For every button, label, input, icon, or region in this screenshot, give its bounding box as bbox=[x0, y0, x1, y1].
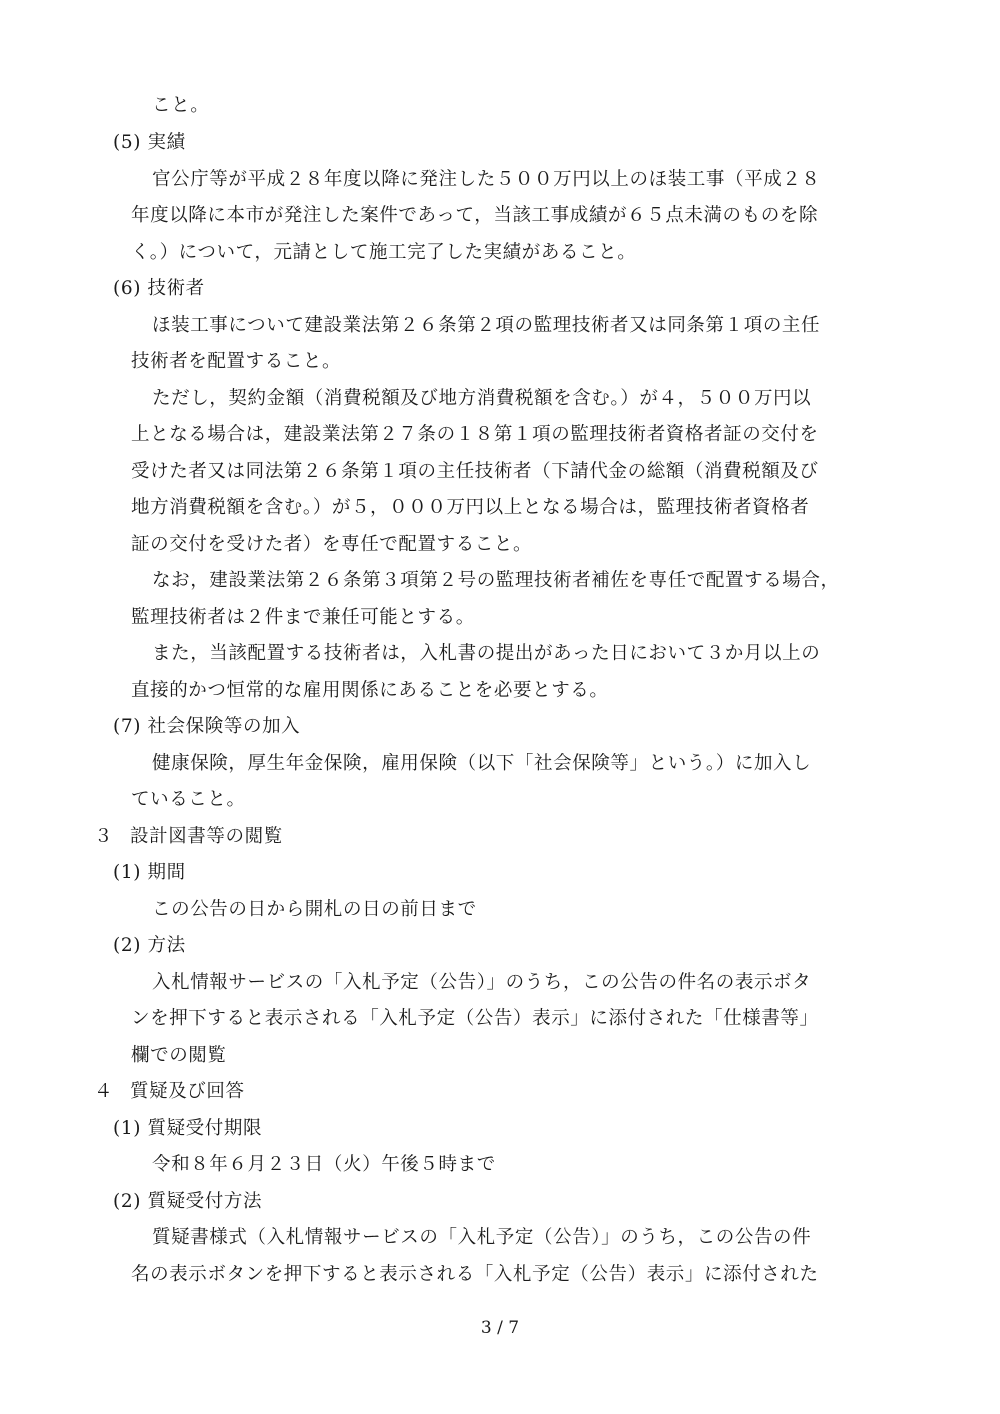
section-title: 質疑及び回答 bbox=[130, 1081, 245, 1102]
text-line: く。）について，元請として施工完了した実績があること。 bbox=[131, 242, 637, 263]
text-line: 監理技術者は２件まで兼任可能とする。 bbox=[131, 607, 475, 628]
text-line: この公告の日から開札の日の前日まで bbox=[152, 899, 477, 920]
text-line: ほ装工事について建設業法第２６条第２項の監理技術者又は同条第１項の主任 bbox=[152, 315, 821, 336]
text-line: ていること。 bbox=[131, 789, 246, 810]
subheading: (1) 質疑受付期限 bbox=[113, 1118, 263, 1139]
text-line: 名の表示ボタンを押下すると表示される「入札予定（公告）表示」に添付された bbox=[131, 1264, 819, 1285]
text-line: 欄での閲覧 bbox=[131, 1045, 227, 1066]
subheading: (1) 期間 bbox=[113, 862, 186, 883]
text-line: 年度以降に本市が発注した案件であって，当該工事成績が６５点未満のものを除 bbox=[131, 205, 819, 226]
text-line: 入札情報サービスの「入札予定（公告）」のうち，この公告の件名の表示ボタ bbox=[152, 972, 812, 993]
section-heading bbox=[94, 1081, 245, 1103]
text-line: 健康保険，厚生年金保険，雇用保険（以下「社会保険等」という。）に加入し bbox=[152, 753, 812, 774]
text-line: ただし，契約金額（消費税額及び地方消費税額を含む。）が４，５００万円以 bbox=[152, 388, 812, 409]
section-number: ３ bbox=[94, 826, 114, 847]
section-heading bbox=[94, 826, 283, 848]
subheading: (6) 技術者 bbox=[113, 278, 205, 299]
text-line: ンを押下すると表示される「入札予定（公告）表示」に添付された「仕様書等」 bbox=[131, 1008, 819, 1029]
text-line: 受けた者又は同法第２６条第１項の主任技術者（下請代金の総額（消費税額及び bbox=[131, 461, 819, 482]
text-line: なお，建設業法第２６条第３項第２号の監理技術者補佐を専任で配置する場合， bbox=[152, 570, 840, 591]
text-line: 証の交付を受けた者）を専任で配置すること。 bbox=[131, 534, 533, 555]
text-line: 直接的かつ恒常的な雇用関係にあることを必要とする。 bbox=[131, 680, 609, 701]
text-line: また，当該配置する技術者は，入札書の提出があった日において３か月以上の bbox=[152, 643, 821, 664]
section-number: ４ bbox=[94, 1081, 114, 1102]
text-line: 地方消費税額を含む。）が５，０００万円以上となる場合は，監理技術者資格者 bbox=[131, 497, 810, 518]
section-title: 設計図書等の閲覧 bbox=[130, 826, 283, 847]
subheading: (2) 質疑受付方法 bbox=[113, 1191, 263, 1212]
text-line: 官公庁等が平成２８年度以降に発注した５００万円以上のほ装工事（平成２８ bbox=[152, 169, 821, 190]
text-line: 上となる場合は，建設業法第２７条の１８第１項の監理技術者資格者証の交付を bbox=[131, 424, 819, 445]
page-number: 3 / 7 bbox=[480, 1318, 520, 1338]
subheading: (2) 方法 bbox=[113, 935, 186, 956]
subheading: (5) 実績 bbox=[113, 132, 186, 153]
subheading: (7) 社会保険等の加入 bbox=[113, 716, 301, 737]
text-line: 技術者を配置すること。 bbox=[131, 351, 342, 372]
text-line: 令和８年６月２３日（火）午後５時まで bbox=[152, 1154, 496, 1175]
text-line: こと。 bbox=[152, 95, 210, 116]
text-line: 質疑書様式（入札情報サービスの「入札予定（公告）」のうち，この公告の件 bbox=[152, 1227, 812, 1248]
